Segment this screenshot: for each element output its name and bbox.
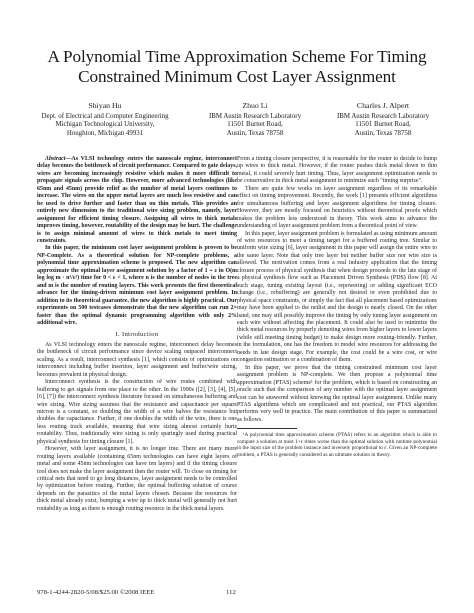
intro-paragraph: As VLSI technology enters the nanoscale regime, interconnect delay becomes the bottleneck of circuit performance since device scaling outpaced interconnect scaling. As a result, interconnect synthesis [1], which consists of optimizations on interconnect including buffer insertion, layer assignment and buffer/wire sizing, becomes prevalent in physical design. xyxy=(37,341,237,378)
footnote-divider xyxy=(237,428,297,429)
abstract-paragraph xyxy=(37,156,237,245)
abstract-label: Abstract xyxy=(45,156,66,162)
left-column xyxy=(37,156,237,513)
author-affiliation: IBM Austin Research Laboratory xyxy=(336,112,430,120)
author-affiliation: 11501 Burnet Road, xyxy=(355,121,411,129)
author-2 xyxy=(190,101,320,139)
abstract-paragraph-2: In this paper, the minimum cost layer assignment problem is proven to be NP-Complete. As a theoretical solution for NP-complete problems, a polynomial time approximation scheme is proposed. The new algorithm can approximate the optimal layer assignment solution by a factor of 1 + ε in O(m log log m · n³/ε²) time for 0 < ε < 1, where n is the number of nodes in the tree and m is the number of routing layers. This work presents the first theoretical advance for the timing-driven minimum cost layer assignment problem. In addition to its theoretical guarantee, the new algorithm is highly practical. Our experiments on 500 testcases demonstrate that the new algorithm can run 2× faster than the optimal dynamic programming algorithm with only 2% additional wire. xyxy=(37,245,237,326)
body-paragraph: There are quite few works on layer assignment regardless of its remarkable effect on timing improvement. Recently, the work [1] presents efficient algorithms for simultaneous buffering and layer assignment algorithms for timing closure. However, they are mostly focused on heuristics without theoretical proofs which makes the problem less understood in theory. This work aims to advance the understanding of layer assignment problem from a theoretical point of view. xyxy=(237,185,437,230)
body-paragraph: From a timing closure perspective, it is reasonable for the router to decide to bump up wires to thick metal. However, if the router pushes thick metal down to thin metal, it could severely hurt timing. Thus, layer assignment optimization needs to be conservative in thick metal assignment to minimize such "timing surprise". xyxy=(237,156,437,185)
author-affiliation: IBM Austin Research Laboratory xyxy=(208,112,302,120)
author-3 xyxy=(318,101,448,139)
paper-title xyxy=(20,47,454,87)
author-affiliation: 11501 Burnet Road, xyxy=(227,121,283,129)
abstract-text: —As VLSI technology enters the nanoscale regime, interconnect delay becomes the bottleneck of circuit performance. Compared to gate delays, wires are becoming increasingly resistive which makes it more difficult to propagate signals across the chip. However, more advanced technologies (like 65nm and 45nm) provide relief as the number of metal layers continues to increase. The wires on the upper metal layers are much less resistive and can be used to drive further and faster than on thin metals. This provides an entirely new dimension to the traditional wire sizing problem, namely, layer assignment for efficient timing closure. Assigning all wires to thick metals improves timing, however, routability of the design may be hurt. The challenge is to assign minimal amount of wires to thick metals to meet timing constraints. xyxy=(37,156,237,244)
right-column xyxy=(237,156,437,458)
author-affiliation: Michigan Technological University, xyxy=(55,121,155,129)
title-line-2: Constrained Minimum Cost Layer Assignment xyxy=(78,67,396,86)
intro-paragraph: Interconnect synthesis is the construction of wire routes combined with buffering to get signals from one place to the other. In the 1990s ([2], [3], [4], [5], [6], [7]) the interconnect synthesis literature focused on simultaneous buffering and wire sizing. Wire sizing assumes that the resistance and capacitance per square micron is a constant, so doubling the width of a wire halves the resistance but doubles the capacitance. Further, if one doubles the width of the wire, there is one less routing track available, meaning that wire sizing almost certainly hurts routability. Thus, traditionally wire sizing is only sparingly used during practical physical synthesis for timing closure [1]. xyxy=(37,379,237,445)
author-affiliation: Dept. of Electrical and Computer Engineering xyxy=(41,112,169,120)
author-address: Austin, Texas 78758 xyxy=(354,130,412,138)
page-number: 112 xyxy=(226,589,236,596)
author-name: Zhuo Li xyxy=(242,101,268,110)
copyright-notice: 978-1-4244-2820-5/08/$25.00 ©2008 IEEE xyxy=(37,589,155,596)
author-address: Houghton, Michigan 49931 xyxy=(66,130,144,138)
author-name: Shiyan Hu xyxy=(88,101,122,110)
body-paragraph: In this paper, we prove that the timing constrained minimum cost layer assignment problem is NP-complete. We then propose a polynomial time approximation (PTAS) scheme¹ for the problem, which is based on constructing an oracle such that the comparison of any number with the optimal layer assignment cost can be answered without knowing the optimal layer assignment. Unlike many PTAS algorithms which are complicated and not practical, our PTAS algorithm performs very well in practice. The main contribution of this paper is summarized as follows. xyxy=(237,364,437,423)
title-line-1: A Polynomial Time Approximation Scheme For Timing xyxy=(47,47,427,66)
author-address: Austin, Texas 78758 xyxy=(226,130,284,138)
body-paragraph: In this paper, layer assignment problem is formulated as using minimum amount of wire resources to meet a timing target for a buffered routing tree. Similar to uniform wire sizing [6], layer assignment in this paper will assign the entire wire to the same layer. Note that only tree layer but neither buffer size nor wire size is allowed. The motivation comes from a real industry application that the timing closure process of physical synthesis that when design proceeds to the late stage of a physical synthesis flow such as Placement Driven Synthesis (PDS) flow [8]. At such stage, tuning existing layout (i.e., repowering) or adding significant ECO change (i.e., rebuffering) are generally not desired or even prohibited due to physical space constraints, or simply the fact that all placement based optimizations may have been applied to the netlist and the design is nearly closed. On the other hand, one may still possibly improve the timing by only tuning layer assignment on each wire without affecting the placement. It could also be used to minimize the thick metal resources by properly demoting wires from higher layers to lower layers (while still meeting timing budget) to make design more routing-friendly. Further, in the formulation, one has the freedom to model wire resources for addressing the needs in late design stage. For example, the cost could be a wire cost, or wire congestion estimation or a combination of them. xyxy=(237,230,437,364)
intro-paragraph: However, with layer assignment, it is no longer true. There are many more routing layers available (containing 65nm technologies can have eight layers of metal and some 45nm technologies can have ten layers) and if the timing closure tool does not make the layer assignment then the router will. To close on timing for critical nets that need to go long distances, layer assignment needs to be controlled by optimization before routing. Further, the optimal buffering solution of course depends on the parasitics of the metal layers chosen. Because the resources for thick metal already exist, bumping a wire up to thick metal will generally not hurt routability as long as there is enough routing resource in the thick metal layers. xyxy=(37,446,237,512)
footnote: ¹A polynomial time approximation scheme (PTAS) refers to an algorithm which is able to compute a solution at most 1+ε times worse than the optimal solution with runtime polynomial in the input size of the problem instance and inversely proportional to ε. Given an NP-complete problem, a PTAS is generally considered as an ultimate solution in theory. xyxy=(237,432,437,458)
section-heading: I. Introduction xyxy=(115,331,159,339)
author-1 xyxy=(30,101,180,139)
author-name: Charles J. Alpert xyxy=(356,101,410,110)
